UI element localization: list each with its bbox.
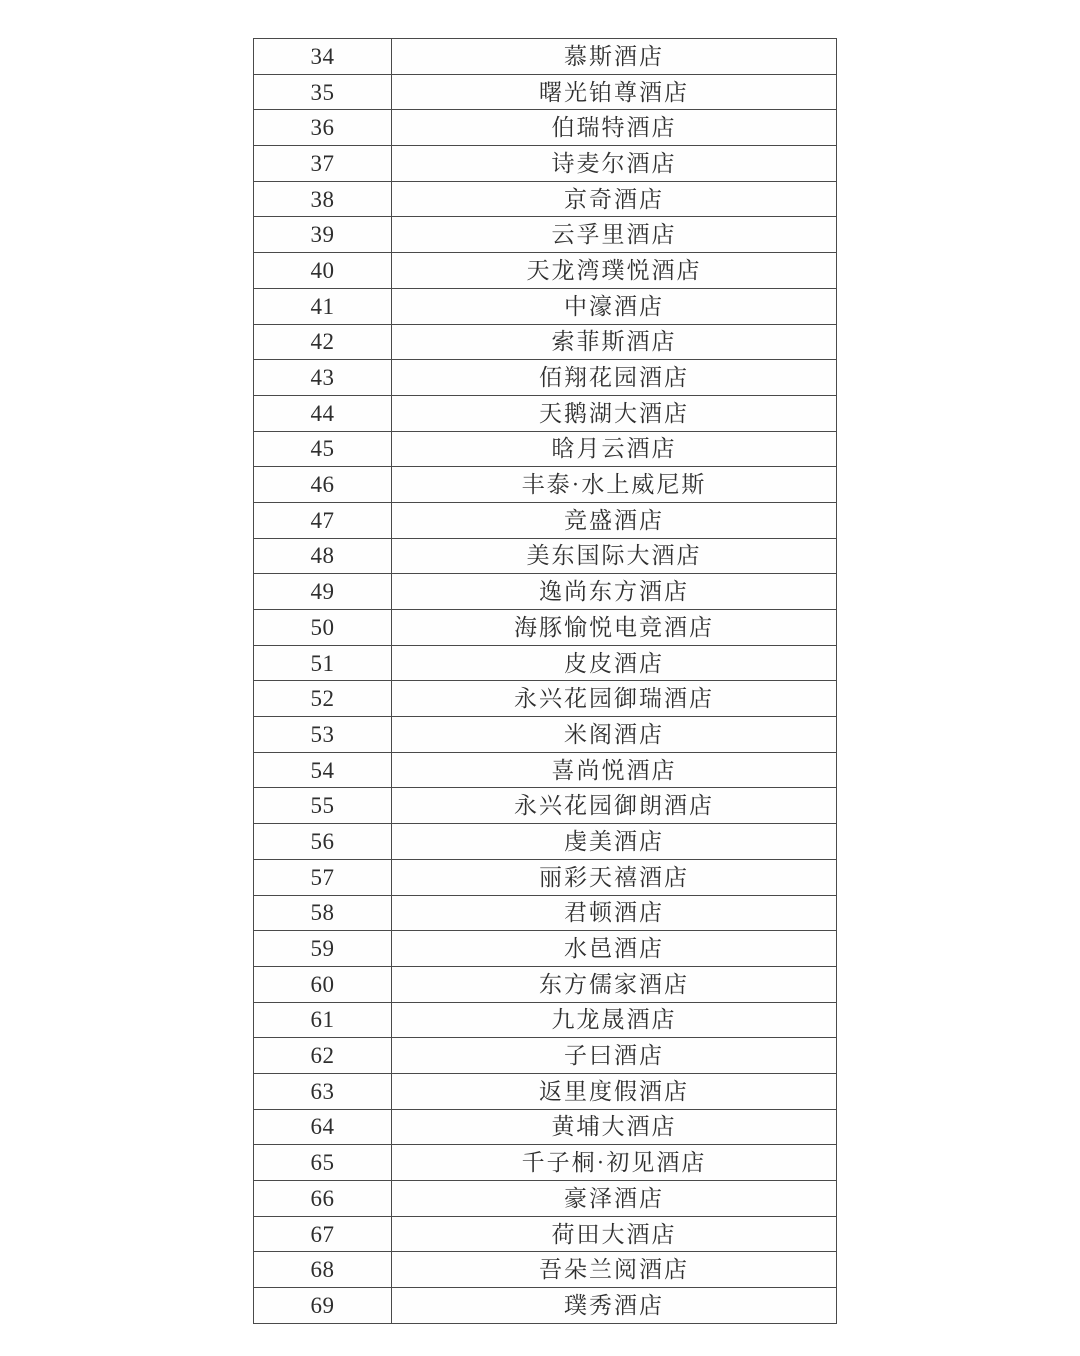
row-number-cell: 57 <box>254 859 392 895</box>
hotel-name-cell: 晗月云酒店 <box>392 431 837 467</box>
table-row <box>254 1038 837 1074</box>
row-number-cell: 55 <box>254 788 392 824</box>
table-row <box>254 431 837 467</box>
table-row <box>254 966 837 1002</box>
table-row <box>254 752 837 788</box>
hotel-name-cell: 丰泰·水上威尼斯 <box>392 467 837 503</box>
row-number-cell: 37 <box>254 146 392 182</box>
hotel-name-cell: 米阁酒店 <box>392 717 837 753</box>
table-row <box>254 324 837 360</box>
hotel-name-cell: 吾朵兰阅酒店 <box>392 1252 837 1288</box>
hotel-name-cell: 子曰酒店 <box>392 1038 837 1074</box>
hotel-table-body <box>254 39 837 1324</box>
row-number-cell: 40 <box>254 253 392 289</box>
hotel-name-cell: 黄埔大酒店 <box>392 1109 837 1145</box>
row-number-cell: 36 <box>254 110 392 146</box>
table-row <box>254 681 837 717</box>
hotel-name-cell: 佰翔花园酒店 <box>392 360 837 396</box>
hotel-name-cell: 君顿酒店 <box>392 895 837 931</box>
row-number-cell: 63 <box>254 1073 392 1109</box>
row-number-cell: 34 <box>254 39 392 75</box>
hotel-name-cell: 天鹅湖大酒店 <box>392 395 837 431</box>
table-row <box>254 253 837 289</box>
table-row <box>254 1252 837 1288</box>
table-row <box>254 824 837 860</box>
hotel-name-cell: 索菲斯酒店 <box>392 324 837 360</box>
row-number-cell: 47 <box>254 502 392 538</box>
row-number-cell: 42 <box>254 324 392 360</box>
row-number-cell: 65 <box>254 1145 392 1181</box>
table-row <box>254 467 837 503</box>
hotel-name-cell: 云孚里酒店 <box>392 217 837 253</box>
hotel-name-cell: 璞秀酒店 <box>392 1288 837 1324</box>
row-number-cell: 62 <box>254 1038 392 1074</box>
row-number-cell: 45 <box>254 431 392 467</box>
row-number-cell: 67 <box>254 1216 392 1252</box>
table-row <box>254 181 837 217</box>
row-number-cell: 54 <box>254 752 392 788</box>
table-row <box>254 1145 837 1181</box>
hotel-name-cell: 竞盛酒店 <box>392 502 837 538</box>
hotel-name-cell: 中濠酒店 <box>392 288 837 324</box>
hotel-name-cell: 永兴花园御朗酒店 <box>392 788 837 824</box>
row-number-cell: 48 <box>254 538 392 574</box>
row-number-cell: 68 <box>254 1252 392 1288</box>
hotel-name-cell: 水邑酒店 <box>392 931 837 967</box>
table-row <box>254 895 837 931</box>
row-number-cell: 39 <box>254 217 392 253</box>
row-number-cell: 41 <box>254 288 392 324</box>
table-row <box>254 610 837 646</box>
hotel-name-cell: 虔美酒店 <box>392 824 837 860</box>
row-number-cell: 49 <box>254 574 392 610</box>
hotel-name-cell: 丽彩天禧酒店 <box>392 859 837 895</box>
table-row <box>254 1002 837 1038</box>
hotel-name-cell: 天龙湾璞悦酒店 <box>392 253 837 289</box>
hotel-name-cell: 千子桐·初见酒店 <box>392 1145 837 1181</box>
table-row <box>254 717 837 753</box>
hotel-name-cell: 伯瑞特酒店 <box>392 110 837 146</box>
table-row <box>254 217 837 253</box>
hotel-name-cell: 荷田大酒店 <box>392 1216 837 1252</box>
hotel-name-cell: 九龙晟酒店 <box>392 1002 837 1038</box>
row-number-cell: 61 <box>254 1002 392 1038</box>
table-row <box>254 1216 837 1252</box>
hotel-name-cell: 逸尚东方酒店 <box>392 574 837 610</box>
table-row <box>254 538 837 574</box>
table-row <box>254 1073 837 1109</box>
hotel-name-cell: 京奇酒店 <box>392 181 837 217</box>
table-row <box>254 1288 837 1324</box>
hotel-name-cell: 东方儒家酒店 <box>392 966 837 1002</box>
row-number-cell: 64 <box>254 1109 392 1145</box>
row-number-cell: 69 <box>254 1288 392 1324</box>
table-row <box>254 39 837 75</box>
hotel-name-cell: 永兴花园御瑞酒店 <box>392 681 837 717</box>
hotel-name-cell: 曙光铂尊酒店 <box>392 74 837 110</box>
row-number-cell: 35 <box>254 74 392 110</box>
table-row <box>254 74 837 110</box>
row-number-cell: 44 <box>254 395 392 431</box>
hotel-name-cell: 喜尚悦酒店 <box>392 752 837 788</box>
table-row <box>254 395 837 431</box>
table-row <box>254 931 837 967</box>
row-number-cell: 56 <box>254 824 392 860</box>
row-number-cell: 52 <box>254 681 392 717</box>
hotel-list-table <box>253 38 837 1324</box>
row-number-cell: 51 <box>254 645 392 681</box>
table-row <box>254 1181 837 1217</box>
hotel-name-cell: 皮皮酒店 <box>392 645 837 681</box>
hotel-name-cell: 慕斯酒店 <box>392 39 837 75</box>
row-number-cell: 43 <box>254 360 392 396</box>
hotel-name-cell: 诗麦尔酒店 <box>392 146 837 182</box>
table-row <box>254 645 837 681</box>
table-row <box>254 110 837 146</box>
table-row <box>254 502 837 538</box>
row-number-cell: 46 <box>254 467 392 503</box>
table-row <box>254 360 837 396</box>
table-row <box>254 1109 837 1145</box>
row-number-cell: 38 <box>254 181 392 217</box>
table-row <box>254 788 837 824</box>
row-number-cell: 59 <box>254 931 392 967</box>
row-number-cell: 66 <box>254 1181 392 1217</box>
table-row <box>254 288 837 324</box>
table-row <box>254 146 837 182</box>
table-row <box>254 859 837 895</box>
table-row <box>254 574 837 610</box>
row-number-cell: 60 <box>254 966 392 1002</box>
hotel-name-cell: 返里度假酒店 <box>392 1073 837 1109</box>
row-number-cell: 58 <box>254 895 392 931</box>
hotel-name-cell: 美东国际大酒店 <box>392 538 837 574</box>
row-number-cell: 50 <box>254 610 392 646</box>
row-number-cell: 53 <box>254 717 392 753</box>
hotel-name-cell: 海豚愉悦电竞酒店 <box>392 610 837 646</box>
hotel-name-cell: 豪泽酒店 <box>392 1181 837 1217</box>
